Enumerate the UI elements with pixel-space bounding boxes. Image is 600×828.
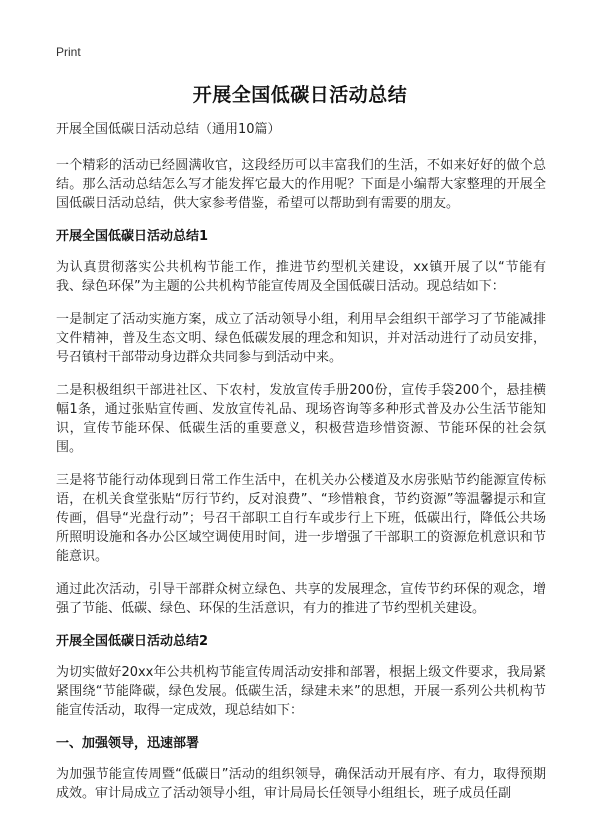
section-1-paragraph: 二是积极组织干部进社区、下农村，发放宣传手册200份，宣传手袋200个，悬挂横幅1条，通过张贴宣传画、发放宣传礼品、现场咨询等多种形式普及办公生活节能知识，宣传节能环保、低碳生活的重要意义，积极营造珍惜资源、节能环保的社会氛围。 <box>56 383 546 455</box>
section-2-part-1-heading: 一、加强领导，迅速部署 <box>56 736 200 751</box>
section-1-paragraph: 通过此次活动，引导干部群众树立绿色、共享的发展理念，宣传节约环保的观念，增强了节能、低碳、绿色、环保的生活意识，有力的推进了节约型机关建设。 <box>56 582 546 616</box>
section-2-heading: 开展全国低碳日活动总结2 <box>56 634 209 649</box>
section-1-heading: 开展全国低碳日活动总结1 <box>56 229 209 244</box>
section-1-paragraph: 为认真贯彻落实公共机构节能工作，推进节约型机关建设，xx镇开展了以“节能有我、绿色环保”为主题的公共机构节能宣传周及全国低碳日活动。现总结如下： <box>56 260 546 294</box>
document-subtitle: 开展全国低碳日活动总结（通用10篇） <box>56 122 281 137</box>
print-link[interactable]: Print <box>56 45 81 59</box>
section-2-part-1-text: 为加强节能宣传周暨“低碳日”活动的组织领导，确保活动开展有序、有力，取得预期成效。审计局成立了活动领导小组，审计局局长任领导小组组长，班子成员任副 <box>56 767 546 801</box>
document-body <box>56 120 546 817</box>
section-2-intro: 为切实做好20xx年公共机构节能宣传周活动安排和部署，根据上级文件要求，我局紧紧围绕“节能降碳，绿色发展。低碳生活，绿建未来”的思想，开展一系列公共机构节能宣传活动，取得一定成效，现总结如下： <box>56 665 546 718</box>
section-1-paragraph: 三是将节能行动体现到日常工作生活中，在机关办公楼道及水房张贴节约能源宣传标语，在机关食堂张贴“厉行节约，反对浪费”、“珍惜粮食，节约资源”等温馨提示和宣传画，倡导“光盘行动”；号召干部职工自行车或步行上下班，低碳出行，降低公共场所照明设施和各办公区域空调使用时间，进一步增强了干部职工的资源危机意识和节能意识。 <box>56 473 546 564</box>
document-title: 开展全国低碳日活动总结 <box>192 84 408 106</box>
section-1-paragraph: 一是制定了活动实施方案，成立了活动领导小组，利用早会组织干部学习了节能减排文件精神，普及生态文明、绿色低碳发展的理念和知识，并对活动进行了动员安排，号召镇村干部带动身边群众共同参与到活动中来。 <box>56 312 546 365</box>
intro-paragraph: 一个精彩的活动已经圆满收官，这段经历可以丰富我们的生活，不如来好好的做个总结。那么活动总结怎么写才能发挥它最大的作用呢？下面是小编帮大家整理的开展全国低碳日活动总结，供大家参考借鉴，希望可以帮助到有需要的朋友。 <box>56 158 546 211</box>
